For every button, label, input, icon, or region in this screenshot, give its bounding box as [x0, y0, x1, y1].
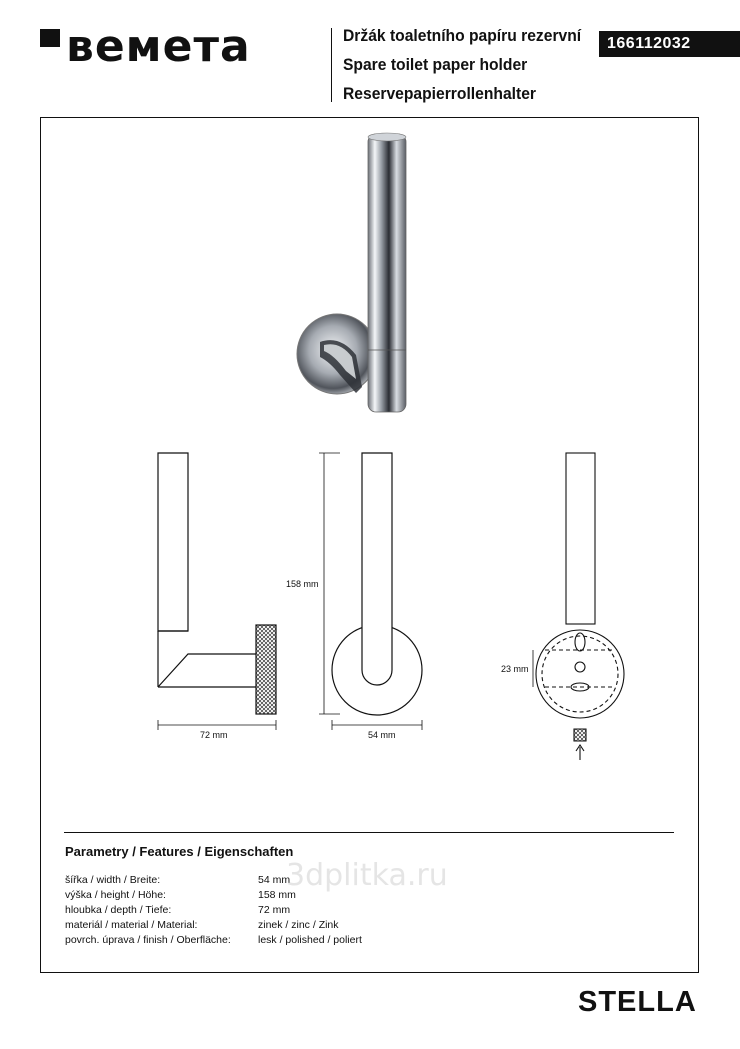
logo-mark — [40, 29, 60, 47]
spec-label-finish: povrch. úprava / finish / Oberfläche: — [65, 934, 231, 946]
spec-value-width: 54 mm — [258, 874, 291, 886]
product-photo — [297, 133, 406, 412]
width-dimension-label: 54 mm — [368, 730, 396, 740]
title-de: Reservepapierrollenhalter — [343, 84, 536, 103]
title-en: Spare toilet paper holder — [343, 55, 528, 74]
front-view-drawing — [332, 453, 422, 715]
features-divider — [64, 832, 674, 833]
side-view-drawing — [158, 453, 276, 714]
height-dimension-label: 158 mm — [286, 579, 319, 589]
watermark: 3dplitka.ru — [286, 858, 448, 893]
spec-value-depth: 72 mm — [258, 904, 291, 916]
spec-label-material: materiál / material / Material: — [65, 919, 198, 931]
features-title: Parametry / Features / Eigenschaften — [65, 844, 294, 859]
technical-drawings — [40, 117, 699, 832]
spec-label-depth: hloubka / depth / Tiefe: — [65, 904, 172, 916]
series-name: STELLA — [578, 986, 697, 1018]
dimension-lines — [158, 453, 533, 730]
brand-logo: вемета — [66, 21, 251, 72]
title-cs: Držák toaletního papíru rezervní — [343, 26, 582, 45]
spec-value-height: 158 mm — [258, 889, 296, 901]
depth-dimension-label: 72 mm — [200, 730, 228, 740]
product-code: 166112032 — [599, 31, 740, 57]
spec-value-finish: lesk / polished / poliert — [258, 934, 362, 946]
spec-label-width: šířka / width / Breite: — [65, 874, 161, 886]
title-divider — [331, 28, 332, 102]
hole-spacing-label: 23 mm — [501, 664, 529, 674]
spec-label-height: výška / height / Höhe: — [65, 889, 166, 901]
spec-value-material: zinek / zinc / Zink — [258, 919, 339, 931]
mounting-view-drawing — [536, 453, 624, 760]
